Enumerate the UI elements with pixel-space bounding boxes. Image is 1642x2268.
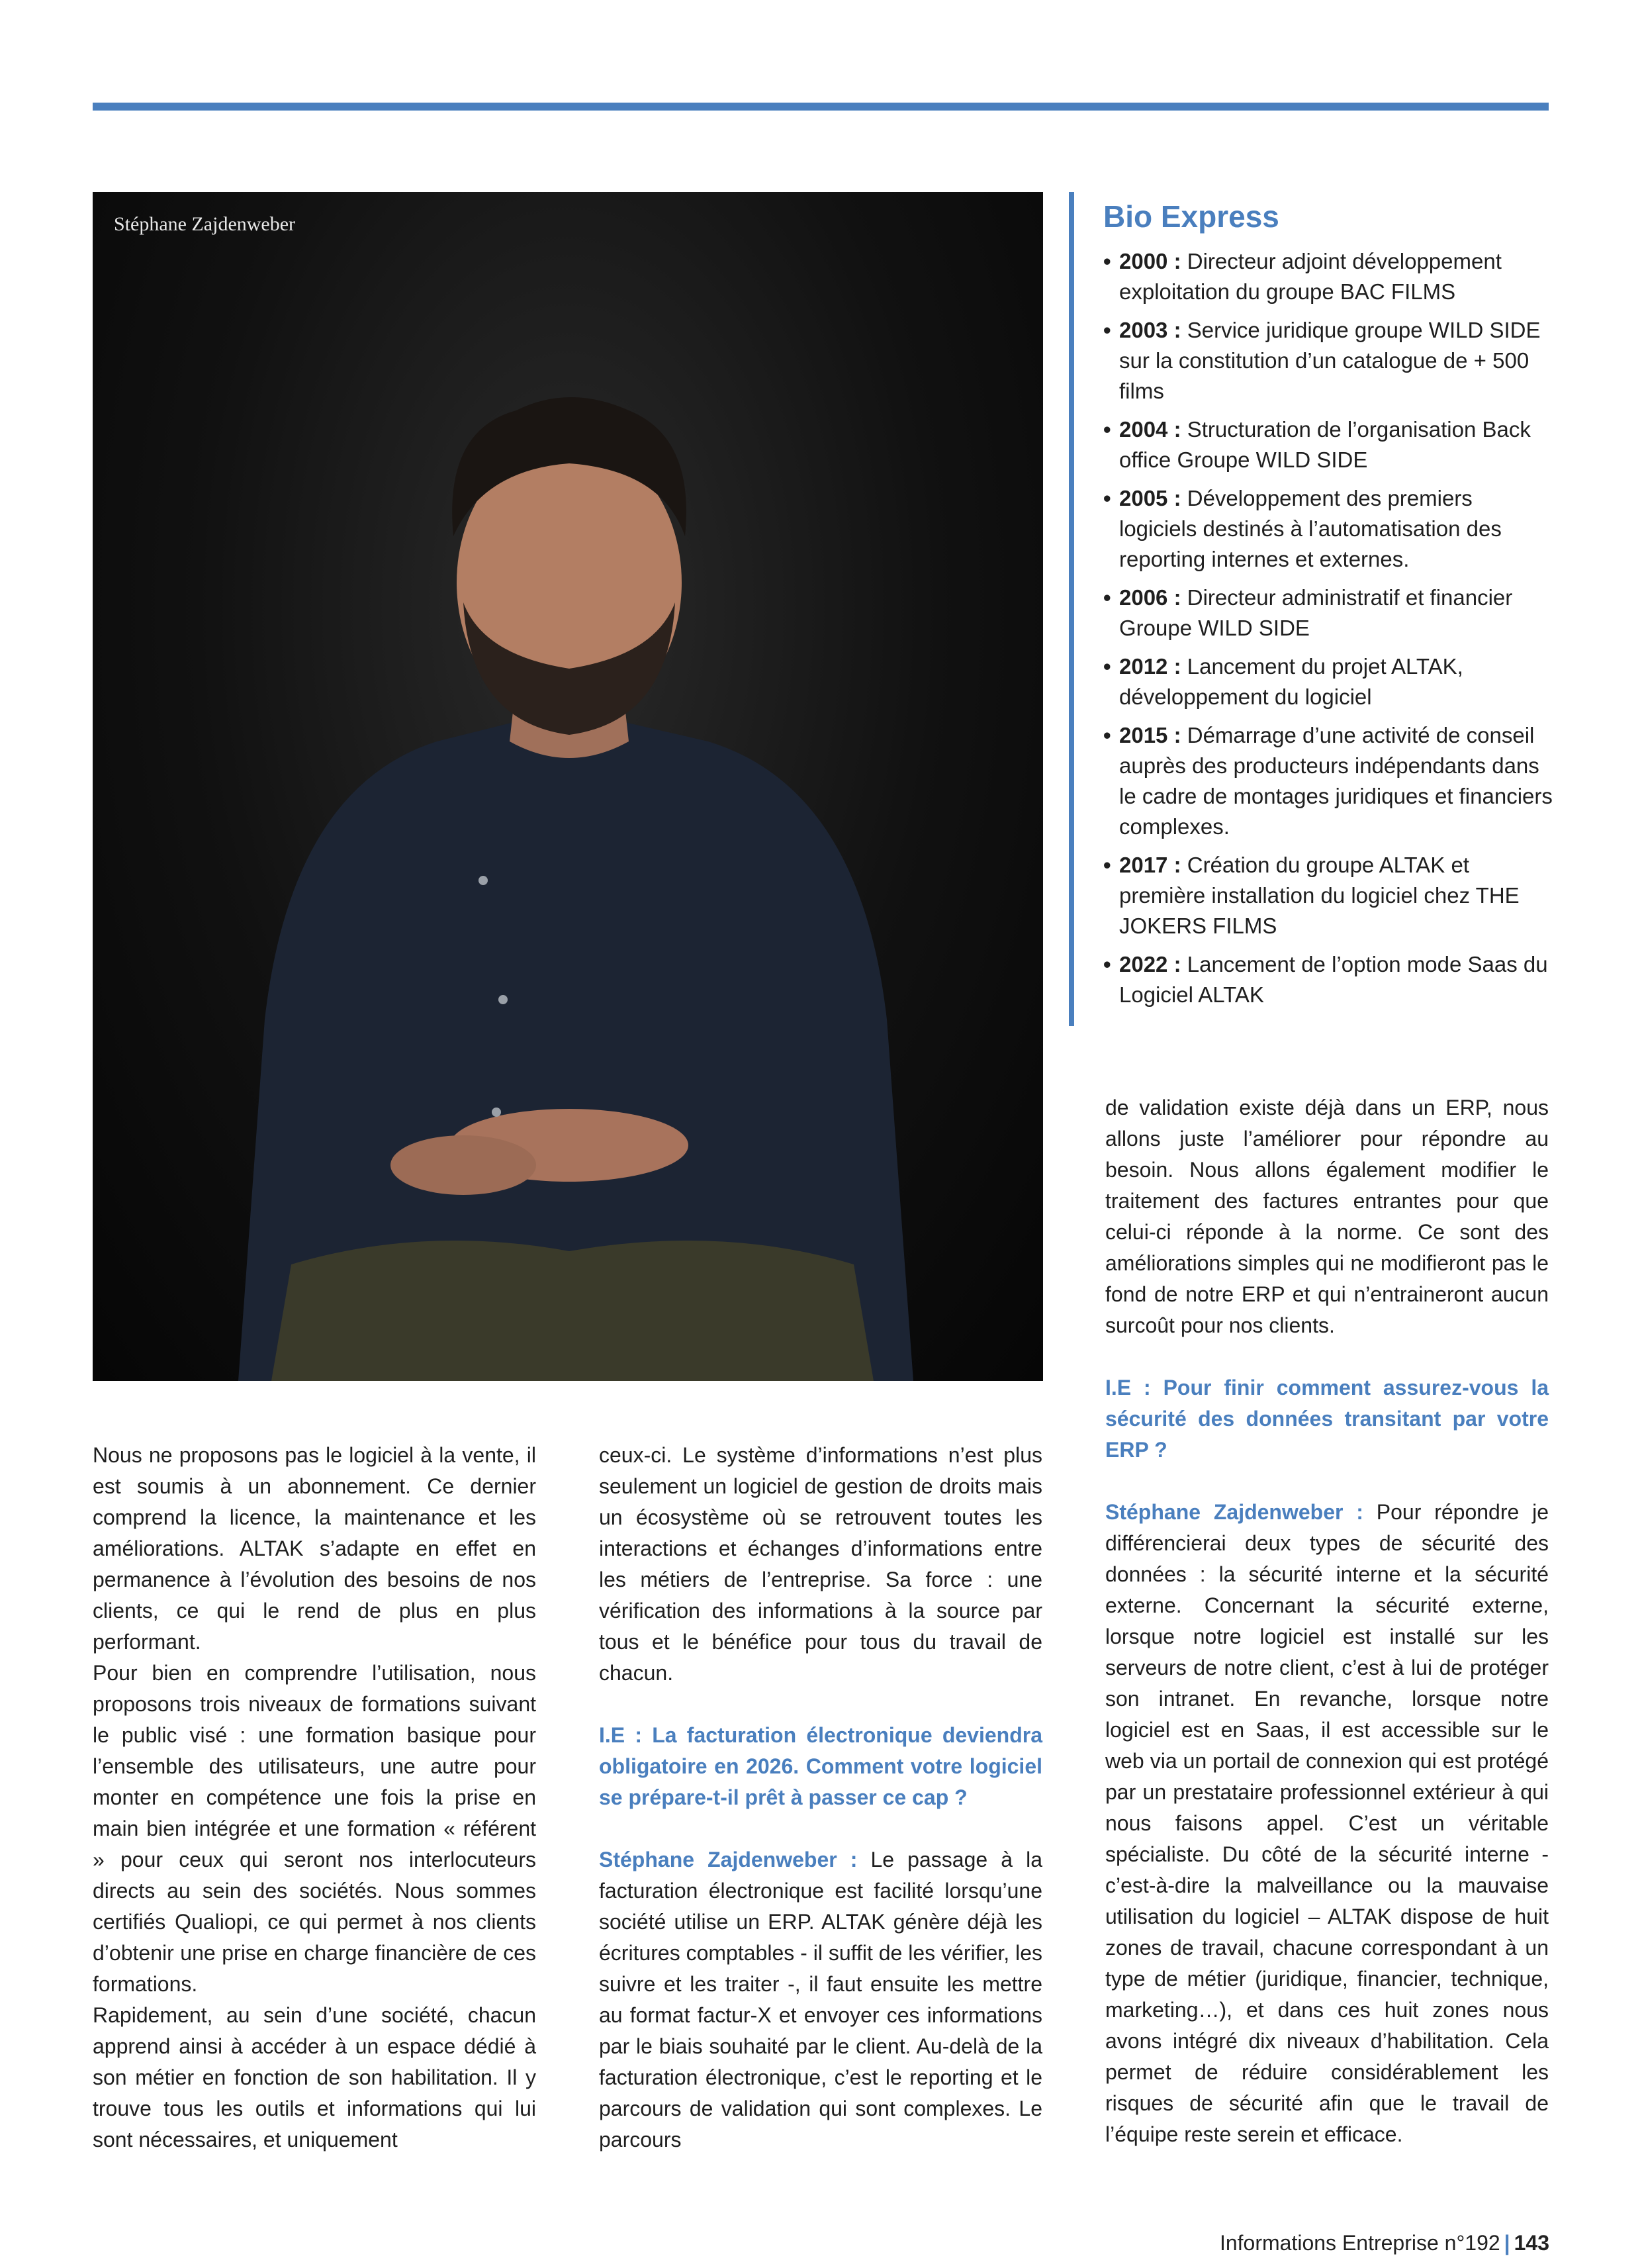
paragraph: ceux-ci. Le système d’informations n’est plus seulement un logiciel de gestion de droits mais un écosystème où se retrouvent toutes les interactions et échanges d’informations entre les métiers de l’entreprise. Sa force : une vérification des informations à la source par tous et le bénéfice pour tous du travail de chacun. <box>599 1443 1042 1685</box>
bio-express-box <box>1069 192 1553 1026</box>
bio-year: 2022 : <box>1119 952 1181 976</box>
bio-text: Lancement du projet ALTAK, développement du logiciel <box>1119 654 1463 709</box>
bio-text: Structuration de l’organisation Back office Groupe WILD SIDE <box>1119 417 1531 472</box>
interview-answer <box>1105 1497 1549 2150</box>
bio-year: 2015 : <box>1119 723 1181 747</box>
bio-year: 2000 : <box>1119 249 1181 273</box>
bio-text: Lancement de l’option mode Saas du Logiciel ALTAK <box>1119 952 1548 1007</box>
footer-separator: | <box>1504 2231 1510 2255</box>
page-number: 143 <box>1514 2231 1549 2255</box>
bio-item <box>1103 720 1553 842</box>
top-rule <box>93 103 1549 111</box>
bio-item <box>1103 651 1553 712</box>
speaker-name: Stéphane Zajdenweber : <box>1105 1500 1363 1524</box>
bio-item <box>1103 850 1553 941</box>
speaker-name: Stéphane Zajdenweber : <box>599 1848 858 1871</box>
bio-text: Démarrage d’une activité de conseil auprès des producteurs indépendants dans le cadre de montages juridiques et financiers complexes. <box>1119 723 1553 839</box>
bio-year: 2005 : <box>1119 486 1181 510</box>
interview-answer <box>599 1844 1042 2155</box>
bio-item <box>1103 414 1553 475</box>
bio-year: 2003 : <box>1119 318 1181 342</box>
bio-item <box>1103 246 1553 307</box>
bio-text: Développement des premiers logiciels destinés à l’automatisation des reporting internes et externes. <box>1119 486 1502 571</box>
photo-caption: Stéphane Zajdenweber <box>114 213 296 235</box>
answer-text: Pour répondre je différencierai deux types de sécurité des données : la sécurité interne et la sécurité externe. Concernant la sécurité externe, lorsque notre logiciel est installé sur les serveurs de notre client, c’est à lui de protéger son intranet. En revanche, lorsque notre logiciel est en Saas, il est accessible sur le web via un portail de connexion qui est protégé par un prestataire professionnel extérieur à qui nous faisons appel. C’est un véritable spécialiste. Du côté de la sécurité interne - c’est-à-dire la malveillance ou la mauvaise utilisation du logiciel – ALTAK dispose de huit zones de travail, chacune correspondant à un type de métier (juridique, financier, technique, marketing…), et dans ces huit zones nous avons intégré dix niveaux d’habilitation. Cela permet de réduire considérablement les risques de sécurité afin que le travail de l’équipe reste serein et efficace. <box>1105 1500 1549 2146</box>
bio-item <box>1103 583 1553 643</box>
bio-accent-bar <box>1069 192 1074 1026</box>
bio-year: 2017 : <box>1119 853 1181 877</box>
bio-item <box>1103 315 1553 406</box>
portrait-figure <box>93 192 1043 1381</box>
paragraph: Nous ne proposons pas le logiciel à la vente, il est soumis à un abonnement. Ce dernier comprend la licence, la maintenance et les améliorations. ALTAK s’adapte en effet en permanence à l’évolution des besoins de nos clients, ce qui le rend de plus en plus performant. <box>93 1443 536 1654</box>
bio-text: Directeur administratif et financier Groupe WILD SIDE <box>1119 585 1513 640</box>
bio-item <box>1103 949 1553 1010</box>
issue-number: n°192 <box>1444 2231 1500 2255</box>
answer-text: Le passage à la facturation électronique est facilité lorsqu’une société utilise un ERP. ALTAK génère déjà les écritures comptables - il suffit de les vérifier, les suivre et les traiter -, il faut ensuite les mettre au format factur-X et envoyer ces informations par le biais souhaité par le client. Au-delà de la facturation électronique, c’est le reporting et le parcours de validation qui sont complexes. Le parcours <box>599 1848 1042 2151</box>
page-footer <box>1220 2231 1549 2255</box>
paragraph: de validation existe déjà dans un ERP, nous allons juste l’améliorer pour répondre au besoin. Nous allons également modifier le traitement des factures entrantes pour que celui-ci réponde à la norme. Ce sont des améliorations simples qui ne modifieront pas le fond de notre ERP et qui n’entraineront aucun surcoût pour nos clients. <box>1105 1096 1549 1337</box>
bio-year: 2012 : <box>1119 654 1181 679</box>
article-column-3 <box>1105 1092 1549 2150</box>
bio-year: 2004 : <box>1119 417 1181 442</box>
article-column-1 <box>93 1440 536 2155</box>
bio-item <box>1103 483 1553 575</box>
interview-question: I.E : Pour finir comment assurez-vous la sécurité des données transitant par votre ERP ? <box>1105 1376 1549 1462</box>
paragraph: Pour bien en comprendre l’utilisation, nous proposons trois niveaux de formations suivant le public visé : une formation basique pour l’ensemble des utilisateurs, une autre pour monter en compétence une fois la prise en main bien intégrée et une formation « référent » pour ceux qui seront nos interlocuteurs directs au sein des sociétés. Nous sommes certifiés Qualiopi, ce qui permet à nos clients d’obtenir une prise en charge financière de ces formations. <box>93 1661 536 1996</box>
bio-text: Service juridique groupe WILD SIDE sur la constitution d’un catalogue de + 500 films <box>1119 318 1541 403</box>
bio-year: 2006 : <box>1119 585 1181 610</box>
bio-list <box>1103 246 1553 1018</box>
portrait-photo <box>93 192 1043 1381</box>
publication-name: Informations Entreprise <box>1219 2231 1439 2255</box>
bio-title: Bio Express <box>1103 199 1279 234</box>
paragraph: Rapidement, au sein d’une société, chacun apprend ainsi à accéder à un espace dédié à son métier en fonction de son habilitation. Il y trouve tous les outils et informations qui lui sont nécessaires, et uniquement <box>93 2003 536 2151</box>
bio-text: Création du groupe ALTAK et première installation du logiciel chez THE JOKERS FILMS <box>1119 853 1520 938</box>
interview-question: I.E : La facturation électronique deviendra obligatoire en 2026. Comment votre logiciel se prépare-t-il prêt à passer ce cap ? <box>599 1723 1042 1809</box>
article-column-2 <box>599 1440 1042 2155</box>
bio-text: Directeur adjoint développement exploitation du groupe BAC FILMS <box>1119 249 1502 304</box>
